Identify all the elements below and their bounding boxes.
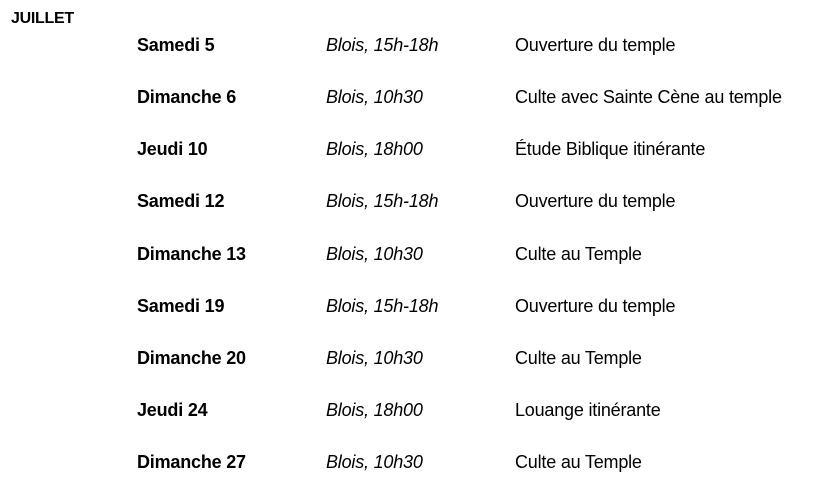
event-day: Dimanche 13 [137,244,246,264]
event-description: Louange itinérante [515,400,661,420]
event-day: Jeudi 10 [137,139,208,159]
event-row [0,137,820,161]
event-description: Ouverture du temple [515,35,676,55]
event-day: Jeudi 24 [137,400,208,420]
event-place-time: Blois, 15h-18h [326,191,439,211]
event-row [0,242,820,266]
event-description: Ouverture du temple [515,191,676,211]
event-description: Culte au Temple [515,244,642,264]
event-day: Samedi 19 [137,296,225,316]
event-place-time: Blois, 10h30 [326,244,423,264]
event-day: Samedi 5 [137,35,215,55]
event-row [0,189,820,213]
event-place-time: Blois, 18h00 [326,400,423,420]
event-day: Dimanche 27 [137,452,246,472]
event-place-time: Blois, 10h30 [326,452,423,472]
event-description: Ouverture du temple [515,296,676,316]
event-row [0,33,820,57]
event-row [0,398,820,422]
event-place-time: Blois, 15h-18h [326,296,439,316]
event-description: Culte avec Sainte Cène au temple [515,87,782,107]
event-day: Dimanche 20 [137,348,246,368]
event-row [0,450,820,474]
event-row [0,346,820,370]
event-row [0,85,820,109]
event-place-time: Blois, 18h00 [326,139,423,159]
event-day: Dimanche 6 [137,87,237,107]
event-description: Culte au Temple [515,348,642,368]
month-title: JUILLET [11,10,74,27]
event-description: Étude Biblique itinérante [515,139,706,159]
event-place-time: Blois, 15h-18h [326,35,439,55]
event-day: Samedi 12 [137,191,225,211]
event-place-time: Blois, 10h30 [326,348,423,368]
event-row [0,294,820,318]
event-description: Culte au Temple [515,452,642,472]
event-place-time: Blois, 10h30 [326,87,423,107]
